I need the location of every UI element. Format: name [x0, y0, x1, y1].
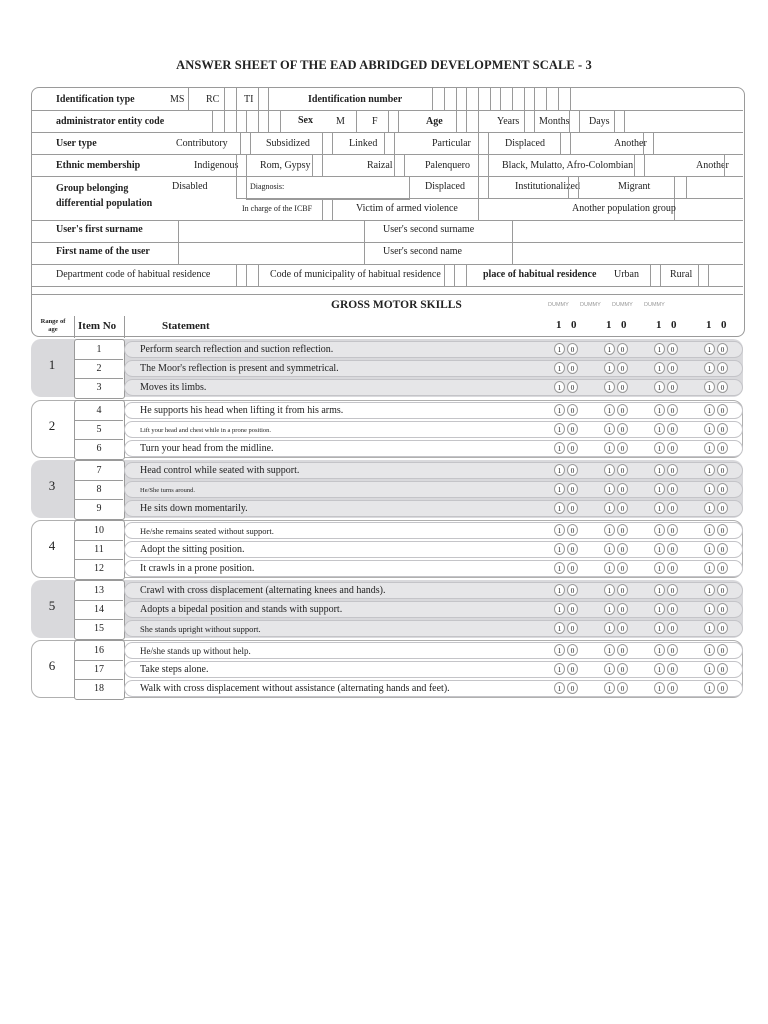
- item-statement: Walk with cross displacement without assistance (alternating hands and feet).: [140, 683, 450, 694]
- score-one-bubble[interactable]: 1: [554, 663, 565, 675]
- score-one-bubble[interactable]: 1: [554, 682, 565, 694]
- user-type-label: User type: [56, 138, 97, 149]
- sex-m-option: M: [336, 116, 345, 127]
- score-one-bubble[interactable]: 1: [704, 343, 715, 355]
- score-one-bubble[interactable]: 1: [604, 381, 615, 393]
- item-no-header: Item No: [78, 320, 117, 332]
- item-statement: Head control while seated with support.: [140, 465, 300, 476]
- score-zero-bubble[interactable]: 0: [667, 663, 678, 675]
- item-row: [124, 661, 743, 678]
- linked-option: Linked: [349, 138, 378, 149]
- score-zero-bubble[interactable]: 0: [667, 524, 678, 536]
- item-statement: Turn your head from the midline.: [140, 443, 274, 454]
- score-one-bubble[interactable]: 1: [654, 543, 665, 555]
- item-number: 16: [94, 645, 104, 656]
- id-cell-divider: [558, 88, 559, 110]
- score-zero-bubble[interactable]: 0: [567, 404, 578, 416]
- score-zero-bubble[interactable]: 0: [667, 362, 678, 374]
- identification-number-label: Identification number: [308, 94, 403, 105]
- id-cell-divider: [466, 88, 467, 110]
- score-one-bubble[interactable]: 1: [654, 622, 665, 634]
- id-cell-divider: [478, 88, 479, 110]
- score-zero-bubble[interactable]: 0: [717, 464, 728, 476]
- item-statement: The Moor's reflection is present and symmetrical.: [140, 363, 339, 374]
- age-range-number: 4: [48, 538, 56, 553]
- score-one-bubble[interactable]: 1: [604, 603, 615, 615]
- score-one-bubble[interactable]: 1: [554, 362, 565, 374]
- admin-cell-divider: [258, 110, 259, 132]
- score-zero-bubble[interactable]: 0: [717, 343, 728, 355]
- contributory-option: Contributory: [176, 138, 228, 149]
- score-zero-bubble[interactable]: 0: [667, 381, 678, 393]
- score-zero-bubble[interactable]: 0: [667, 543, 678, 555]
- score-zero-bubble[interactable]: 0: [567, 381, 578, 393]
- score-one-bubble[interactable]: 1: [554, 381, 565, 393]
- score-one-bubble[interactable]: 1: [704, 442, 715, 454]
- score-one-bubble[interactable]: 1: [604, 562, 615, 574]
- score-one-bubble[interactable]: 1: [554, 404, 565, 416]
- score-zero-bubble[interactable]: 0: [717, 404, 728, 416]
- score-zero-bubble[interactable]: 0: [617, 362, 628, 374]
- score-zero-bubble[interactable]: 0: [717, 442, 728, 454]
- section-title: GROSS MOTOR SKILLS: [331, 299, 462, 311]
- department-code-label: Department code of habitual residence: [56, 269, 211, 280]
- score-zero-bubble[interactable]: 0: [717, 543, 728, 555]
- score-one-bubble[interactable]: 1: [704, 404, 715, 416]
- score-one-bubble[interactable]: 1: [704, 644, 715, 656]
- score-one-bubble[interactable]: 1: [704, 381, 715, 393]
- score-one-bubble[interactable]: 1: [604, 423, 615, 435]
- days-label: Days: [589, 116, 610, 127]
- score-zero-bubble[interactable]: 0: [667, 622, 678, 634]
- score-zero-bubble[interactable]: 0: [567, 562, 578, 574]
- score-one-bubble[interactable]: 1: [604, 622, 615, 634]
- dummy-label-3: DUMMY: [612, 302, 633, 308]
- admin-cell-divider: [246, 110, 247, 132]
- score-zero-bubble[interactable]: 0: [717, 524, 728, 536]
- score-one-bubble[interactable]: 1: [704, 603, 715, 615]
- months-label: Months: [539, 116, 570, 127]
- score-zero-bubble[interactable]: 0: [617, 682, 628, 694]
- score-one-bubble[interactable]: 1: [704, 362, 715, 374]
- sex-label: Sex: [298, 115, 313, 126]
- score-one-bubble[interactable]: 1: [554, 423, 565, 435]
- id-cell-divider: [432, 88, 433, 110]
- score-one-bubble[interactable]: 1: [604, 362, 615, 374]
- score-zero-bubble[interactable]: 0: [717, 682, 728, 694]
- dummy-label-2: DUMMY: [580, 302, 601, 308]
- score-zero-bubble[interactable]: 0: [567, 502, 578, 514]
- score-one-bubble[interactable]: 1: [654, 381, 665, 393]
- item-statement: It crawls in a prone position.: [140, 563, 255, 574]
- score-zero-bubble[interactable]: 0: [717, 644, 728, 656]
- item-number: 10: [94, 525, 104, 536]
- score-one-bubble[interactable]: 1: [554, 483, 565, 495]
- score-header-zero: 0: [671, 319, 677, 331]
- item-statement: He supports his head when lifting it from his arms.: [140, 405, 344, 416]
- id-cell-divider: [500, 88, 501, 110]
- score-one-bubble[interactable]: 1: [704, 524, 715, 536]
- score-one-bubble[interactable]: 1: [654, 362, 665, 374]
- item-number: 13: [94, 585, 104, 596]
- score-one-bubble[interactable]: 1: [704, 682, 715, 694]
- first-name-label: First name of the user: [56, 246, 150, 257]
- migrant-option: Migrant: [618, 181, 651, 192]
- score-zero-bubble[interactable]: 0: [667, 423, 678, 435]
- score-one-bubble[interactable]: 1: [654, 663, 665, 675]
- score-zero-bubble[interactable]: 0: [617, 464, 628, 476]
- ethnic-membership-label: Ethnic membership: [56, 160, 141, 171]
- score-zero-bubble[interactable]: 0: [617, 524, 628, 536]
- ms-option: MS: [170, 94, 185, 105]
- indigenous-option: Indigenous: [194, 160, 239, 171]
- score-zero-bubble[interactable]: 0: [567, 644, 578, 656]
- item-number: 18: [94, 683, 104, 694]
- item-number: 3: [96, 382, 102, 393]
- score-zero-bubble[interactable]: 0: [567, 343, 578, 355]
- score-zero-bubble[interactable]: 0: [667, 343, 678, 355]
- score-zero-bubble[interactable]: 0: [667, 562, 678, 574]
- score-zero-bubble[interactable]: 0: [567, 362, 578, 374]
- score-header-zero: 0: [721, 319, 727, 331]
- score-zero-bubble[interactable]: 0: [617, 343, 628, 355]
- id-cell-divider: [570, 88, 571, 110]
- id-cell-divider: [490, 88, 491, 110]
- score-zero-bubble[interactable]: 0: [717, 562, 728, 574]
- rc-option: RC: [206, 94, 220, 105]
- item-number: 8: [96, 484, 102, 495]
- score-zero-bubble[interactable]: 0: [617, 603, 628, 615]
- black-mulatto-option: Black, Mulatto, Afro-Colombian: [502, 160, 634, 171]
- admin-cell-divider: [280, 110, 281, 132]
- item-number: 11: [94, 544, 104, 555]
- score-zero-bubble[interactable]: 0: [567, 543, 578, 555]
- item-number: 2: [96, 363, 102, 374]
- score-zero-bubble[interactable]: 0: [667, 483, 678, 495]
- score-zero-bubble[interactable]: 0: [567, 423, 578, 435]
- second-name-label: User's second name: [383, 246, 462, 257]
- score-one-bubble[interactable]: 1: [604, 464, 615, 476]
- score-one-bubble[interactable]: 1: [554, 584, 565, 596]
- score-one-bubble[interactable]: 1: [604, 644, 615, 656]
- score-zero-bubble[interactable]: 0: [617, 562, 628, 574]
- score-one-bubble[interactable]: 1: [554, 442, 565, 454]
- score-one-bubble[interactable]: 1: [554, 343, 565, 355]
- score-zero-bubble[interactable]: 0: [617, 622, 628, 634]
- institutionalized-option: Institutionalized: [515, 181, 580, 192]
- age-label: Age: [426, 116, 443, 127]
- score-header-zero: 0: [621, 319, 627, 331]
- score-zero-bubble[interactable]: 0: [667, 644, 678, 656]
- first-surname-label: User's first surname: [56, 224, 143, 235]
- score-one-bubble[interactable]: 1: [654, 562, 665, 574]
- score-one-bubble[interactable]: 1: [604, 584, 615, 596]
- id-cell-divider: [456, 88, 457, 110]
- admin-cell-divider: [268, 110, 269, 132]
- score-one-bubble[interactable]: 1: [654, 404, 665, 416]
- score-header-one: 1: [556, 319, 562, 331]
- score-zero-bubble[interactable]: 0: [667, 502, 678, 514]
- score-one-bubble[interactable]: 1: [604, 343, 615, 355]
- score-zero-bubble[interactable]: 0: [717, 622, 728, 634]
- score-one-bubble[interactable]: 1: [604, 404, 615, 416]
- score-one-bubble[interactable]: 1: [604, 502, 615, 514]
- score-zero-bubble[interactable]: 0: [717, 362, 728, 374]
- score-one-bubble[interactable]: 1: [604, 682, 615, 694]
- score-one-bubble[interactable]: 1: [654, 682, 665, 694]
- score-one-bubble[interactable]: 1: [554, 524, 565, 536]
- score-one-bubble[interactable]: 1: [604, 663, 615, 675]
- score-one-bubble[interactable]: 1: [604, 483, 615, 495]
- score-zero-bubble[interactable]: 0: [617, 423, 628, 435]
- particular-option: Particular: [432, 138, 471, 149]
- score-one-bubble[interactable]: 1: [704, 622, 715, 634]
- score-zero-bubble[interactable]: 0: [567, 622, 578, 634]
- score-zero-bubble[interactable]: 0: [617, 404, 628, 416]
- id-cell-divider: [546, 88, 547, 110]
- score-one-bubble[interactable]: 1: [704, 543, 715, 555]
- score-zero-bubble[interactable]: 0: [617, 644, 628, 656]
- age-range-number: 1: [48, 357, 56, 372]
- rom-gypsy-option: Rom, Gypsy: [260, 160, 311, 171]
- score-header-one: 1: [706, 319, 712, 331]
- statement-header: Statement: [162, 320, 210, 332]
- diagnosis-label: Diagnosis:: [250, 182, 285, 191]
- displaced-option: Displaced: [505, 138, 545, 149]
- place-of-residence-label: place of habitual residence: [483, 269, 597, 280]
- score-zero-bubble[interactable]: 0: [717, 663, 728, 675]
- score-zero-bubble[interactable]: 0: [617, 442, 628, 454]
- score-zero-bubble[interactable]: 0: [617, 543, 628, 555]
- id-cell-divider: [534, 88, 535, 110]
- rural-option: Rural: [670, 269, 693, 280]
- score-zero-bubble[interactable]: 0: [667, 404, 678, 416]
- score-zero-bubble[interactable]: 0: [617, 584, 628, 596]
- score-one-bubble[interactable]: 1: [704, 423, 715, 435]
- age-range-number: 5: [48, 598, 56, 613]
- group-belonging-label: Group belonging: [56, 183, 129, 194]
- item-row: [124, 379, 743, 396]
- age-range-number: 6: [48, 658, 56, 673]
- admin-cell-divider: [236, 110, 237, 132]
- item-statement: He sits down momentarily.: [140, 503, 248, 514]
- dummy-label-1: DUMMY: [548, 302, 569, 308]
- disabled-option: Disabled: [172, 181, 208, 192]
- score-header-one: 1: [606, 319, 612, 331]
- score-one-bubble[interactable]: 1: [654, 524, 665, 536]
- score-zero-bubble[interactable]: 0: [717, 423, 728, 435]
- score-one-bubble[interactable]: 1: [654, 644, 665, 656]
- score-zero-bubble[interactable]: 0: [567, 682, 578, 694]
- score-zero-bubble[interactable]: 0: [717, 603, 728, 615]
- another-ethnic-option: Another: [696, 160, 729, 171]
- differential-population-label: differential population: [56, 198, 153, 209]
- score-one-bubble[interactable]: 1: [704, 584, 715, 596]
- score-zero-bubble[interactable]: 0: [667, 682, 678, 694]
- item-statement: He/She turns around.: [140, 487, 196, 494]
- item-statement: Adopts a bipedal position and stands with support.: [140, 604, 343, 615]
- score-zero-bubble[interactable]: 0: [717, 381, 728, 393]
- item-number: 6: [96, 443, 102, 454]
- item-statement: Perform search reflection and suction reflection.: [140, 344, 334, 355]
- id-cell-divider: [444, 88, 445, 110]
- item-row: [124, 481, 743, 498]
- in-charge-icbf-option: In charge of the ICBF: [242, 204, 313, 213]
- item-number: 4: [96, 405, 102, 416]
- score-zero-bubble[interactable]: 0: [617, 381, 628, 393]
- item-statement: Crawl with cross displacement (alternating knees and hands).: [140, 585, 386, 596]
- item-statement: She stands upright without support.: [140, 624, 261, 634]
- admin-cell-divider: [224, 110, 225, 132]
- item-statement: He/she remains seated without support.: [140, 526, 274, 536]
- score-zero-bubble[interactable]: 0: [617, 483, 628, 495]
- score-one-bubble[interactable]: 1: [704, 562, 715, 574]
- item-number: 7: [96, 465, 102, 476]
- score-one-bubble[interactable]: 1: [554, 562, 565, 574]
- item-statement: He/she stands up without help.: [140, 646, 251, 656]
- score-one-bubble[interactable]: 1: [554, 502, 565, 514]
- score-one-bubble[interactable]: 1: [654, 343, 665, 355]
- page-title: ANSWER SHEET OF THE EAD ABRIDGED DEVELOPMENT SCALE - 3: [176, 58, 592, 72]
- subsidized-option: Subsidized: [266, 138, 310, 149]
- score-one-bubble[interactable]: 1: [704, 464, 715, 476]
- score-zero-bubble[interactable]: 0: [567, 464, 578, 476]
- item-statement: Lift your head and chest while in a prone position.: [140, 427, 272, 434]
- displaced-group-option: Displaced: [425, 181, 465, 192]
- second-surname-label: User's second surname: [383, 224, 475, 235]
- score-one-bubble[interactable]: 1: [654, 502, 665, 514]
- sex-f-option: F: [372, 116, 378, 127]
- item-number: 17: [94, 664, 104, 675]
- another-group-option: Another population group: [572, 203, 676, 214]
- id-cell-divider: [524, 88, 525, 110]
- another-option: Another: [614, 138, 647, 149]
- score-zero-bubble[interactable]: 0: [667, 603, 678, 615]
- dummy-label-4: DUMMY: [644, 302, 665, 308]
- score-zero-bubble[interactable]: 0: [567, 442, 578, 454]
- score-one-bubble[interactable]: 1: [654, 483, 665, 495]
- age-range-number: 2: [48, 418, 56, 433]
- score-one-bubble[interactable]: 1: [554, 543, 565, 555]
- admin-cell-divider: [212, 110, 213, 132]
- score-one-bubble[interactable]: 1: [654, 584, 665, 596]
- item-number: 1: [96, 344, 102, 355]
- score-one-bubble[interactable]: 1: [604, 442, 615, 454]
- score-one-bubble[interactable]: 1: [654, 442, 665, 454]
- item-statement: Adopt the sitting position.: [140, 544, 245, 555]
- score-one-bubble[interactable]: 1: [704, 663, 715, 675]
- score-one-bubble[interactable]: 1: [554, 644, 565, 656]
- palenquero-option: Palenquero: [425, 160, 470, 171]
- score-one-bubble[interactable]: 1: [554, 603, 565, 615]
- score-zero-bubble[interactable]: 0: [717, 483, 728, 495]
- score-zero-bubble[interactable]: 0: [667, 442, 678, 454]
- score-one-bubble[interactable]: 1: [704, 483, 715, 495]
- score-zero-bubble[interactable]: 0: [717, 502, 728, 514]
- item-number: 14: [94, 604, 104, 615]
- score-zero-bubble[interactable]: 0: [667, 584, 678, 596]
- urban-option: Urban: [614, 269, 639, 280]
- item-number: 15: [94, 623, 104, 634]
- score-zero-bubble[interactable]: 0: [567, 524, 578, 536]
- score-header-one: 1: [656, 319, 662, 331]
- item-number: 9: [96, 503, 102, 514]
- score-zero-bubble[interactable]: 0: [567, 483, 578, 495]
- item-statement: Moves its limbs.: [140, 382, 207, 393]
- score-one-bubble[interactable]: 1: [654, 464, 665, 476]
- score-one-bubble[interactable]: 1: [604, 524, 615, 536]
- score-one-bubble[interactable]: 1: [654, 603, 665, 615]
- score-zero-bubble[interactable]: 0: [567, 663, 578, 675]
- identification-type-label: Identification type: [56, 94, 135, 105]
- score-one-bubble[interactable]: 1: [554, 622, 565, 634]
- years-label: Years: [497, 116, 520, 127]
- item-number: 12: [94, 563, 104, 574]
- item-statement: Take steps alone.: [140, 664, 209, 675]
- score-zero-bubble[interactable]: 0: [717, 584, 728, 596]
- score-zero-bubble[interactable]: 0: [617, 663, 628, 675]
- score-zero-bubble[interactable]: 0: [567, 584, 578, 596]
- age-range-number: 3: [48, 478, 56, 493]
- score-zero-bubble[interactable]: 0: [617, 502, 628, 514]
- ti-option: TI: [244, 94, 254, 105]
- range-of-age-header: Range of age: [40, 318, 66, 333]
- item-number: 5: [96, 424, 102, 435]
- id-cell-divider: [512, 88, 513, 110]
- municipality-code-label: Code of municipality of habitual residence: [270, 269, 441, 280]
- score-one-bubble[interactable]: 1: [604, 543, 615, 555]
- score-one-bubble[interactable]: 1: [654, 423, 665, 435]
- score-zero-bubble[interactable]: 0: [667, 464, 678, 476]
- raizal-option: Raizal: [367, 160, 393, 171]
- score-one-bubble[interactable]: 1: [704, 502, 715, 514]
- score-zero-bubble[interactable]: 0: [567, 603, 578, 615]
- score-one-bubble[interactable]: 1: [554, 464, 565, 476]
- score-header-zero: 0: [571, 319, 577, 331]
- victim-armed-violence-option: Victim of armed violence: [356, 203, 458, 214]
- admin-entity-code-label: administrator entity code: [56, 116, 165, 127]
